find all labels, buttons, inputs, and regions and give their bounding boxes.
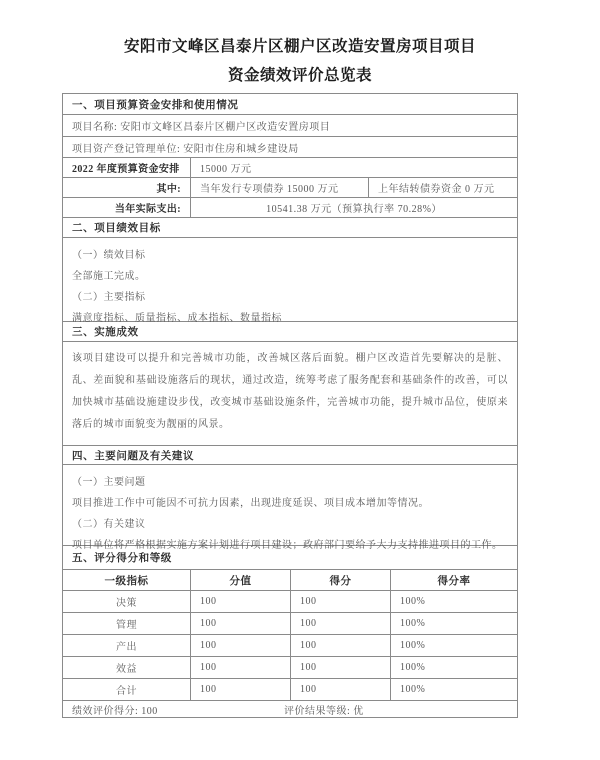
max-score-cell: 100 — [191, 657, 291, 678]
indicator-cell: 管理 — [63, 613, 191, 634]
score-row-decision — [63, 591, 517, 613]
budget-row — [63, 158, 517, 178]
score-cell: 100 — [291, 657, 391, 678]
section5-header: 五、评分得分和等级 — [63, 546, 517, 570]
section1-header: 一、项目预算资金安排和使用情况 — [63, 94, 517, 115]
overview-table — [62, 93, 518, 718]
max-score-cell: 100 — [191, 635, 291, 656]
performance-goal-text: 全部施工完成。 — [72, 271, 146, 282]
section2-content — [63, 238, 517, 322]
implementation-effect-paragraph: 该项目建设可以提升和完善城市功能，改善城区落后面貌。棚户区改造首先要解决的是脏、乱、差面貌和基础设施落后的现状，通过改造，统筹考虑了服务配套和基础条件的改善，可以加快城市基础设施建设步伐，改变城市基础设施条件，完善城市功能，提升城市品位，使原来落后的城市面貌变为靓丽的风景。 — [63, 342, 517, 446]
score-rate-cell: 100% — [400, 640, 426, 651]
main-problems-text: 项目推进工作中可能因不可抗力因素，出现进度延误、项目成本增加等情况。 — [72, 498, 429, 509]
suggestions-heading: （二）有关建议 — [72, 519, 146, 530]
score-col-header-indicator: 一级指标 — [63, 570, 191, 590]
score-row-output — [63, 635, 517, 657]
suggestions-text: 项目单位将严格根据实施方案计划进行项目建设；政府部门要给予大力支持推进项目的工作。 — [72, 540, 503, 551]
main-indicators-heading: （二）主要指标 — [72, 292, 146, 303]
score-rate-cell: 100% — [400, 662, 426, 673]
evaluation-grade-text: 评价结果等级: 优 — [284, 705, 364, 717]
indicator-cell: 产出 — [63, 635, 191, 656]
actual-spend-row — [63, 198, 517, 218]
project-name-row: 项目名称: 安阳市文峰区昌泰片区棚户区改造安置房项目 — [63, 115, 517, 137]
score-cell: 100 — [291, 613, 391, 634]
budget-value-cell: 15000 万元 — [200, 164, 252, 175]
max-score-cell: 100 — [191, 613, 291, 634]
performance-goal-heading: （一）绩效目标 — [72, 250, 146, 261]
registry-unit-row: 项目资产登记管理单位: 安阳市住房和城乡建设局 — [63, 137, 517, 158]
bond-issued-cell: 当年发行专项债券 15000 万元 — [191, 178, 369, 197]
doc-title-line2: 资金绩效评价总览表 — [227, 67, 372, 84]
score-table-header-row — [63, 570, 517, 591]
including-label-cell: 其中: — [63, 178, 191, 197]
actual-spend-value-cell: 10541.38 万元（预算执行率 70.28%） — [266, 204, 442, 215]
doc-title-line1: 安阳市文峰区昌泰片区棚户区改造安置房项目项目 — [123, 38, 476, 55]
evaluation-score-text: 绩效评价得分: 100 — [72, 705, 158, 717]
main-problems-heading: （一）主要问题 — [72, 477, 146, 488]
actual-spend-label-cell: 当年实际支出: — [63, 198, 191, 217]
section3-header: 三、实施成效 — [63, 322, 517, 342]
section4-content — [63, 465, 517, 551]
score-rate-cell: 100% — [400, 596, 426, 607]
main-indicators-text: 满意度指标、质量指标、成本指标、数量指标 — [72, 313, 282, 324]
score-cell: 100 — [291, 635, 391, 656]
score-rate-cell: 100% — [400, 684, 426, 695]
budget-breakdown-row — [63, 178, 517, 198]
indicator-cell: 合计 — [63, 679, 191, 700]
score-cell: 100 — [291, 591, 391, 612]
score-col-header-rate: 得分率 — [437, 575, 471, 587]
score-row-total — [63, 679, 517, 701]
carryover-funds-cell: 上年结转债券资金 0 万元 — [378, 184, 495, 195]
score-col-header-score: 得分 — [291, 570, 391, 590]
section4-header: 四、主要问题及有关建议 — [63, 446, 517, 465]
section2-header: 二、项目绩效目标 — [63, 218, 517, 238]
budget-label-cell: 2022 年度预算资金安排 — [63, 158, 191, 177]
indicator-cell: 效益 — [63, 657, 191, 678]
score-rate-cell: 100% — [400, 618, 426, 629]
max-score-cell: 100 — [191, 591, 291, 612]
score-footer-row — [63, 701, 517, 717]
score-cell: 100 — [291, 679, 391, 700]
max-score-cell: 100 — [191, 679, 291, 700]
score-col-header-max: 分值 — [191, 570, 291, 590]
indicator-cell: 决策 — [63, 591, 191, 612]
score-row-benefit — [63, 657, 517, 679]
score-row-management — [63, 613, 517, 635]
